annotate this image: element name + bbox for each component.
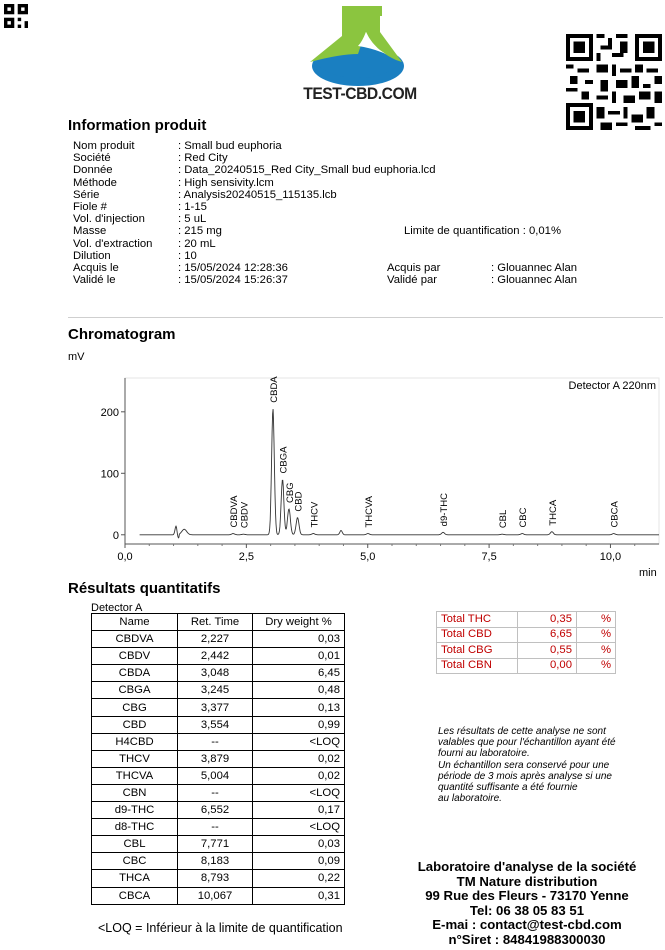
retention-time: --: [178, 733, 253, 750]
logo-text: TEST-CBD.COM: [303, 84, 417, 103]
results-title: Résultats quantitatifs: [68, 580, 221, 597]
totals-table: [436, 611, 616, 674]
total-unit: %: [577, 643, 616, 659]
table-row: [92, 682, 345, 699]
dry-weight: <LOQ: [253, 784, 345, 801]
table-row: [92, 887, 345, 904]
disclaimer-line: au laboratoire.: [438, 793, 502, 805]
column-header: Name: [92, 614, 178, 631]
total-row: [437, 658, 616, 674]
chromatogram-title: Chromatogram: [68, 326, 176, 343]
total-label: Total CBD: [437, 627, 518, 643]
dry-weight: 0,02: [253, 750, 345, 767]
total-row: [437, 612, 616, 628]
x-tick-label: 5,0: [360, 551, 376, 563]
info-label: Fiole #: [73, 200, 107, 213]
peak-label: CBC: [518, 507, 530, 528]
compound-name: CBGA: [92, 682, 178, 699]
compound-name: CBCA: [92, 887, 178, 904]
retention-time: 2,442: [178, 648, 253, 665]
retention-time: 3,377: [178, 699, 253, 716]
y-tick-label: 0: [112, 529, 119, 542]
dry-weight: 0,22: [253, 870, 345, 887]
retention-time: 7,771: [178, 836, 253, 853]
info-value: : High sensivity.lcm: [178, 176, 274, 189]
table-row: [92, 784, 345, 801]
compound-name: CBL: [92, 836, 178, 853]
peak-label: CBL: [498, 509, 510, 529]
x-tick-label: 0,0: [117, 551, 133, 563]
dry-weight: <LOQ: [253, 819, 345, 836]
total-unit: %: [577, 627, 616, 643]
compound-name: CBD: [92, 716, 178, 733]
info-value: : 1-15: [178, 200, 207, 213]
detector-title: Detector A 220nm: [568, 380, 656, 392]
total-unit: %: [577, 658, 616, 674]
chromatogram-chart: [62, 348, 662, 580]
x-tick-label: 10,0: [599, 551, 622, 563]
peak-label: d9-THC: [439, 493, 451, 527]
info-label: Validé le: [73, 274, 116, 287]
table-row: [92, 836, 345, 853]
compound-name: d8-THC: [92, 819, 178, 836]
info-title: Information produit: [68, 117, 207, 134]
table-row: [92, 767, 345, 784]
lab-address: [382, 860, 665, 948]
compound-name: CBDV: [92, 648, 178, 665]
dry-weight: 0,48: [253, 682, 345, 699]
y-axis-label: mV: [68, 351, 85, 363]
acquired-by-value: : Glouannec Alan: [491, 261, 578, 274]
compound-name: CBC: [92, 853, 178, 870]
peak-label: CBG: [284, 482, 296, 503]
info-value: : Analysis20240515_115135.lcb: [178, 188, 337, 201]
loq-note: <LOQ = Inférieur à la limite de quantification: [98, 921, 343, 935]
info-label: Dilution: [73, 249, 111, 262]
table-row: [92, 648, 345, 665]
info-value: : Data_20240515_Red City_Small bud euphoria.lcd: [178, 164, 436, 177]
table-row: [92, 716, 345, 733]
info-value: : 15/05/2024 12:28:36: [178, 261, 288, 274]
dry-weight: 0,02: [253, 767, 345, 784]
total-label: Total THC: [437, 612, 518, 628]
dry-weight: 0,03: [253, 631, 345, 648]
disclaimer-line: fourni au laboratoire.: [438, 748, 530, 760]
total-label: Total CBG: [437, 643, 518, 659]
y-tick-label: 200: [100, 406, 119, 419]
column-header: Ret. Time: [178, 614, 253, 631]
compound-name: THCVA: [92, 767, 178, 784]
info-value: : Red City: [178, 152, 228, 165]
table-row: [92, 853, 345, 870]
disclaimer-line: quantité suffisante a été fournie: [438, 782, 578, 794]
peak-label: THCV: [309, 501, 321, 528]
disclaimer-line: période de 3 mois après analyse si une: [438, 770, 612, 782]
disclaimer-line: Les résultats de cette analyse ne sont: [438, 726, 606, 737]
dry-weight: <LOQ: [253, 733, 345, 750]
peak-label: CBDA: [268, 376, 280, 403]
lab-line: E-mai : contact@test-cbd.com: [432, 917, 622, 933]
plot-frame: [125, 378, 659, 544]
compound-name: H4CBD: [92, 733, 178, 750]
table-row: [92, 819, 345, 836]
x-tick-label: 7,5: [481, 551, 497, 563]
chromatogram-trace: [140, 409, 659, 538]
flask-logo-icon: [300, 2, 418, 88]
divider: [68, 317, 663, 318]
quantification-limit: Limite de quantification : 0,01%: [404, 225, 561, 238]
retention-time: 8,183: [178, 853, 253, 870]
retention-time: 3,554: [178, 716, 253, 733]
info-value: : Small bud euphoria: [178, 140, 282, 152]
lab-line: 99 Rue des Fleurs - 73170 Yenne: [425, 888, 629, 904]
validated-by-value: : Glouannec Alan: [491, 274, 578, 287]
info-label: Nom produit: [73, 140, 135, 152]
disclaimer: [438, 726, 653, 804]
lab-line: Tel: 06 38 05 83 51: [469, 902, 585, 918]
qr-code-small-icon: [4, 4, 28, 28]
compound-name: d9-THC: [92, 802, 178, 819]
compound-name: CBN: [92, 784, 178, 801]
info-label: Vol. d'injection: [73, 213, 145, 226]
dry-weight: 0,13: [253, 699, 345, 716]
dry-weight: 0,31: [253, 887, 345, 904]
total-value: 0,35: [518, 612, 577, 628]
info-value: : 215 mg: [178, 225, 222, 238]
total-label: Total CBN: [437, 658, 518, 674]
compound-name: CBDVA: [92, 631, 178, 648]
table-row: [92, 631, 345, 648]
lab-line: TM Nature distribution: [456, 873, 598, 889]
x-axis-label: min: [639, 567, 657, 579]
info-label: Série: [73, 188, 100, 201]
info-value: : 10: [178, 249, 197, 262]
info-label: Acquis le: [73, 261, 119, 274]
info-label: Masse: [73, 225, 107, 238]
qr-code-icon: [566, 34, 662, 130]
peak-label: CBGA: [278, 446, 290, 474]
retention-time: 8,793: [178, 870, 253, 887]
info-value: : 5 uL: [178, 213, 207, 226]
dry-weight: 0,01: [253, 648, 345, 665]
retention-time: 6,552: [178, 802, 253, 819]
peak-label: CBCA: [609, 501, 621, 528]
total-value: 0,00: [518, 658, 577, 674]
table-row: [92, 699, 345, 716]
retention-time: 3,245: [178, 682, 253, 699]
total-value: 6,65: [518, 627, 577, 643]
info-value: : 20 mL: [178, 237, 216, 250]
info-label: Société: [73, 152, 111, 165]
x-tick-label: 2,5: [238, 551, 255, 563]
table-row: [92, 750, 345, 767]
y-tick-label: 100: [100, 468, 119, 481]
retention-time: 5,004: [178, 767, 253, 784]
validated-by-label: Validé par: [387, 274, 438, 287]
retention-time: --: [178, 784, 253, 801]
disclaimer-line: Un échantillon sera conservé pour une: [438, 759, 610, 771]
total-row: [437, 643, 616, 659]
compound-name: CBG: [92, 699, 178, 716]
disclaimer-line: valables que pour l'échantillon ayant été: [438, 737, 616, 749]
peak-label: CBD: [293, 491, 305, 512]
compound-name: THCV: [92, 750, 178, 767]
results-table: [91, 613, 345, 905]
lab-line: Laboratoire d'analyse de la société: [417, 859, 637, 874]
info-label: Vol. d'extraction: [73, 237, 153, 250]
retention-time: 10,067: [178, 887, 253, 904]
lab-line: n°Siret : 84841988300030: [448, 931, 606, 947]
info-value: : 15/05/2024 15:26:37: [178, 274, 288, 287]
info-label: Méthode: [73, 176, 117, 189]
retention-time: 2,227: [178, 631, 253, 648]
compound-name: THCA: [92, 870, 178, 887]
retention-time: 3,879: [178, 750, 253, 767]
detector-label: Detector A: [91, 602, 143, 614]
dry-weight: 0,99: [253, 716, 345, 733]
peak-label: CBDV: [239, 501, 251, 529]
dry-weight: 0,09: [253, 853, 345, 870]
compound-name: CBDA: [92, 665, 178, 682]
dry-weight: 6,45: [253, 665, 345, 682]
table-row: [92, 870, 345, 887]
table-row: [92, 802, 345, 819]
total-unit: %: [577, 612, 616, 628]
total-value: 0,55: [518, 643, 577, 659]
table-row: [92, 665, 345, 682]
acquired-by-label: Acquis par: [387, 261, 441, 274]
peak-label: THCA: [547, 499, 559, 526]
retention-time: 3,048: [178, 665, 253, 682]
column-header: Dry weight %: [253, 614, 345, 631]
dry-weight: 0,17: [253, 802, 345, 819]
dry-weight: 0,03: [253, 836, 345, 853]
info-label: Donnée: [73, 164, 113, 177]
peak-label: THCVA: [363, 496, 375, 528]
table-row: [92, 733, 345, 750]
retention-time: --: [178, 819, 253, 836]
total-row: [437, 627, 616, 643]
peak-label: CBDVA: [229, 495, 241, 528]
